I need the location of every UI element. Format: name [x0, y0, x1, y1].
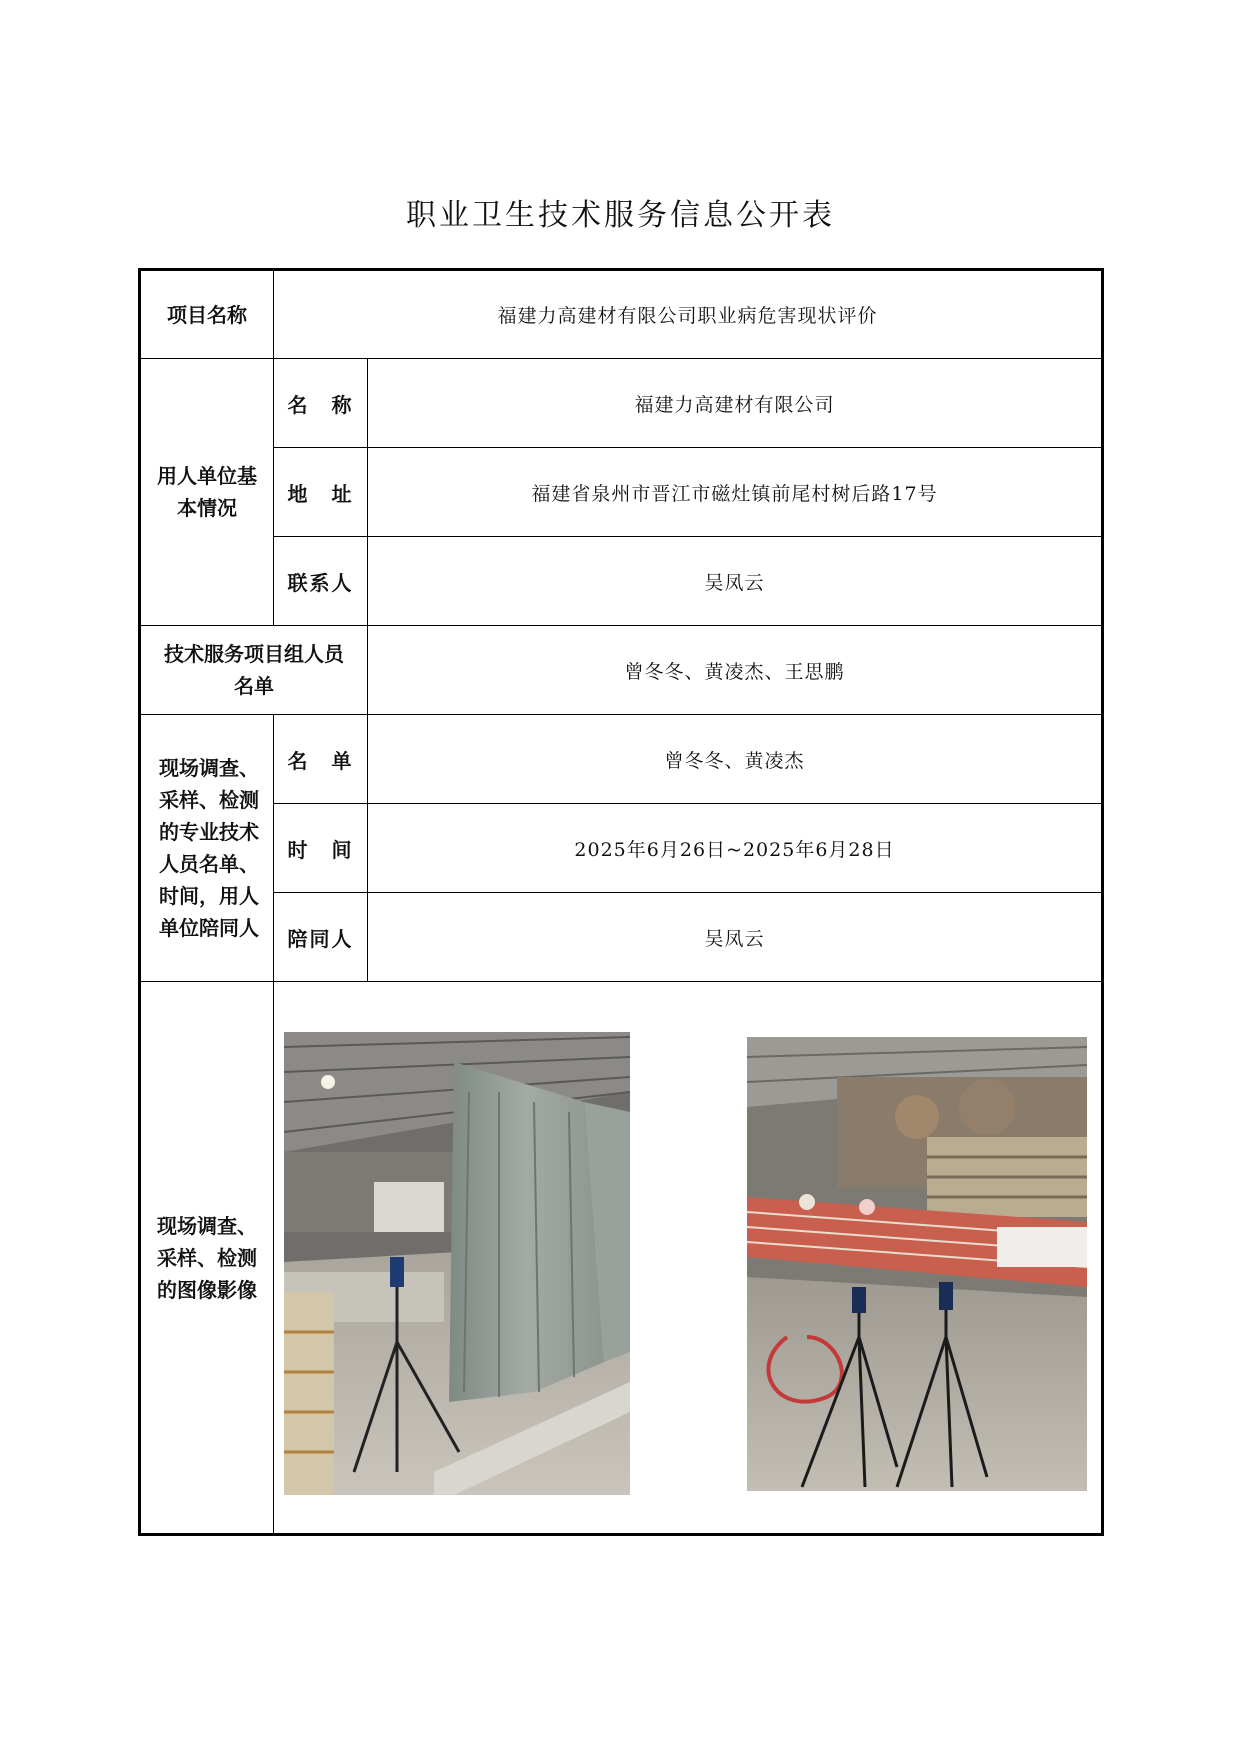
employer-address-label: 地 址 — [274, 448, 368, 537]
employer-contact-label: 联系人 — [274, 537, 368, 626]
employer-address-value: 福建省泉州市晋江市磁灶镇前尾村树后路17号 — [368, 448, 1103, 537]
onsite-escort-value: 吴凤云 — [368, 893, 1103, 982]
project-name-value: 福建力高建材有限公司职业病危害现状评价 — [274, 270, 1103, 359]
employer-contact-value: 吴凤云 — [368, 537, 1103, 626]
employer-info-label: 用人单位基本情况 — [140, 359, 274, 626]
onsite-label: 现场调查、采样、检测的专业技术人员名单、时间，用人单位陪同人 — [140, 715, 274, 982]
project-name-label: 项目名称 — [140, 270, 274, 359]
images-cell — [274, 982, 1103, 1535]
photo-gallery — [274, 1032, 1101, 1495]
onsite-escort-label: 陪同人 — [274, 893, 368, 982]
onsite-list-value: 曾冬冬、黄凌杰 — [368, 715, 1103, 804]
info-table — [138, 268, 1104, 1536]
employer-name-value: 福建力高建材有限公司 — [368, 359, 1103, 448]
site-photo-2 — [747, 1037, 1087, 1491]
team-value: 曾冬冬、黄凌杰、王思鹏 — [368, 626, 1103, 715]
page-title: 职业卫生技术服务信息公开表 — [406, 198, 835, 233]
onsite-time-label: 时 间 — [274, 804, 368, 893]
employer-name-label: 名 称 — [274, 359, 368, 448]
images-label: 现场调查、采样、检测的图像影像 — [140, 982, 274, 1535]
onsite-time-value: 2025年6月26日~2025年6月28日 — [368, 804, 1103, 893]
team-label: 技术服务项目组人员名单 — [140, 626, 368, 715]
site-photo-1 — [284, 1032, 630, 1495]
onsite-list-label: 名 单 — [274, 715, 368, 804]
